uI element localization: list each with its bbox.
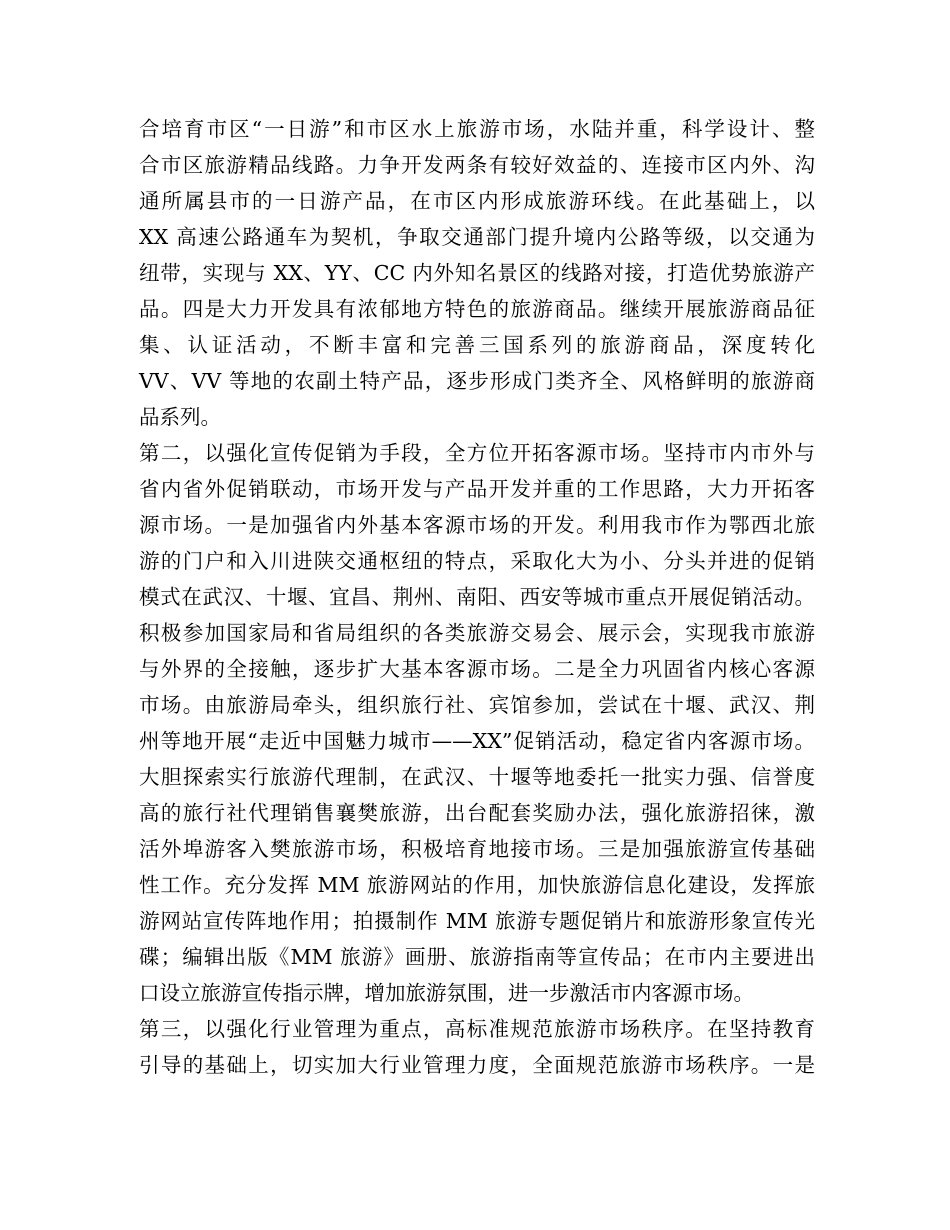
text-line: 高的旅行社代理销售襄樊旅游，出台配套奖励办法，强化旅游招徕，激 [139,801,815,825]
text-line: 碟；编辑出版《MM 旅游》画册、旅游指南等宣传品；在市内主要进出 [139,945,815,969]
text-line: 第二，以强化宣传促销为手段，全方位开拓客源市场。坚持市内市外与 [139,441,815,465]
text-line: 源市场。一是加强省内外基本客源市场的开发。利用我市作为鄂西北旅 [139,513,815,537]
text-line: 合市区旅游精品线路。力争开发两条有较好效益的、连接市区内外、沟 [139,153,815,177]
text-line: 游的门户和入川进陕交通枢纽的特点，采取化大为小、分头并进的促销 [139,549,815,573]
text-line: 模式在武汉、十堰、宜昌、荆州、南阳、西安等城市重点开展促销活动。 [139,585,815,609]
text-line: 市场。由旅游局牵头，组织旅行社、宾馆参加，尝试在十堰、武汉、荆 [139,693,815,717]
text-line: 纽带，实现与 XX、YY、CC 内外知名景区的线路对接，打造优势旅游产 [139,261,815,285]
text-line: 与外界的全接触，逐步扩大基本客源市场。二是全力巩固省内核心客源 [139,657,815,681]
text-line: 引导的基础上，切实加大行业管理力度，全面规范旅游市场秩序。一是 [139,1053,815,1077]
text-line: 性工作。充分发挥 MM 旅游网站的作用，加快旅游信息化建设，发挥旅 [139,873,815,897]
text-line: 品系列。 [139,405,221,429]
text-line: 第三，以强化行业管理为重点，高标准规范旅游市场秩序。在坚持教育 [139,1017,815,1041]
text-line: 口设立旅游宣传指示牌，增加旅游氛围，进一步激活市内客源市场。 [139,981,754,1005]
text-line: 集、认证活动，不断丰富和完善三国系列的旅游商品，深度转化 [139,333,815,357]
text-line: VV、VV 等地的农副土特产品，逐步形成门类齐全、风格鲜明的旅游商 [139,369,815,393]
text-line: 通所属县市的一日游产品，在市区内形成旅游环线。在此基础上，以 [139,189,815,213]
text-line: 积极参加国家局和省局组织的各类旅游交易会、展示会，实现我市旅游 [139,621,815,645]
text-line: XX 高速公路通车为契机，争取交通部门提升境内公路等级，以交通为 [139,225,815,249]
text-line: 州等地开展“走近中国魅力城市——XX”促销活动，稳定省内客源市场。 [139,729,815,753]
document-page [139,111,815,1083]
text-line: 合培育市区“一日游”和市区水上旅游市场，水陆并重，科学设计、整 [139,117,815,141]
text-line: 游网站宣传阵地作用；拍摄制作 MM 旅游专题促销片和旅游形象宣传光 [139,909,815,933]
text-line: 活外埠游客入樊旅游市场，积极培育地接市场。三是加强旅游宣传基础 [139,837,815,861]
text-line: 品。四是大力开发具有浓郁地方特色的旅游商品。继续开展旅游商品征 [139,297,815,321]
text-line: 省内省外促销联动，市场开发与产品开发并重的工作思路，大力开拓客 [139,477,815,501]
text-line: 大胆探索实行旅游代理制，在武汉、十堰等地委托一批实力强、信誉度 [139,765,815,789]
